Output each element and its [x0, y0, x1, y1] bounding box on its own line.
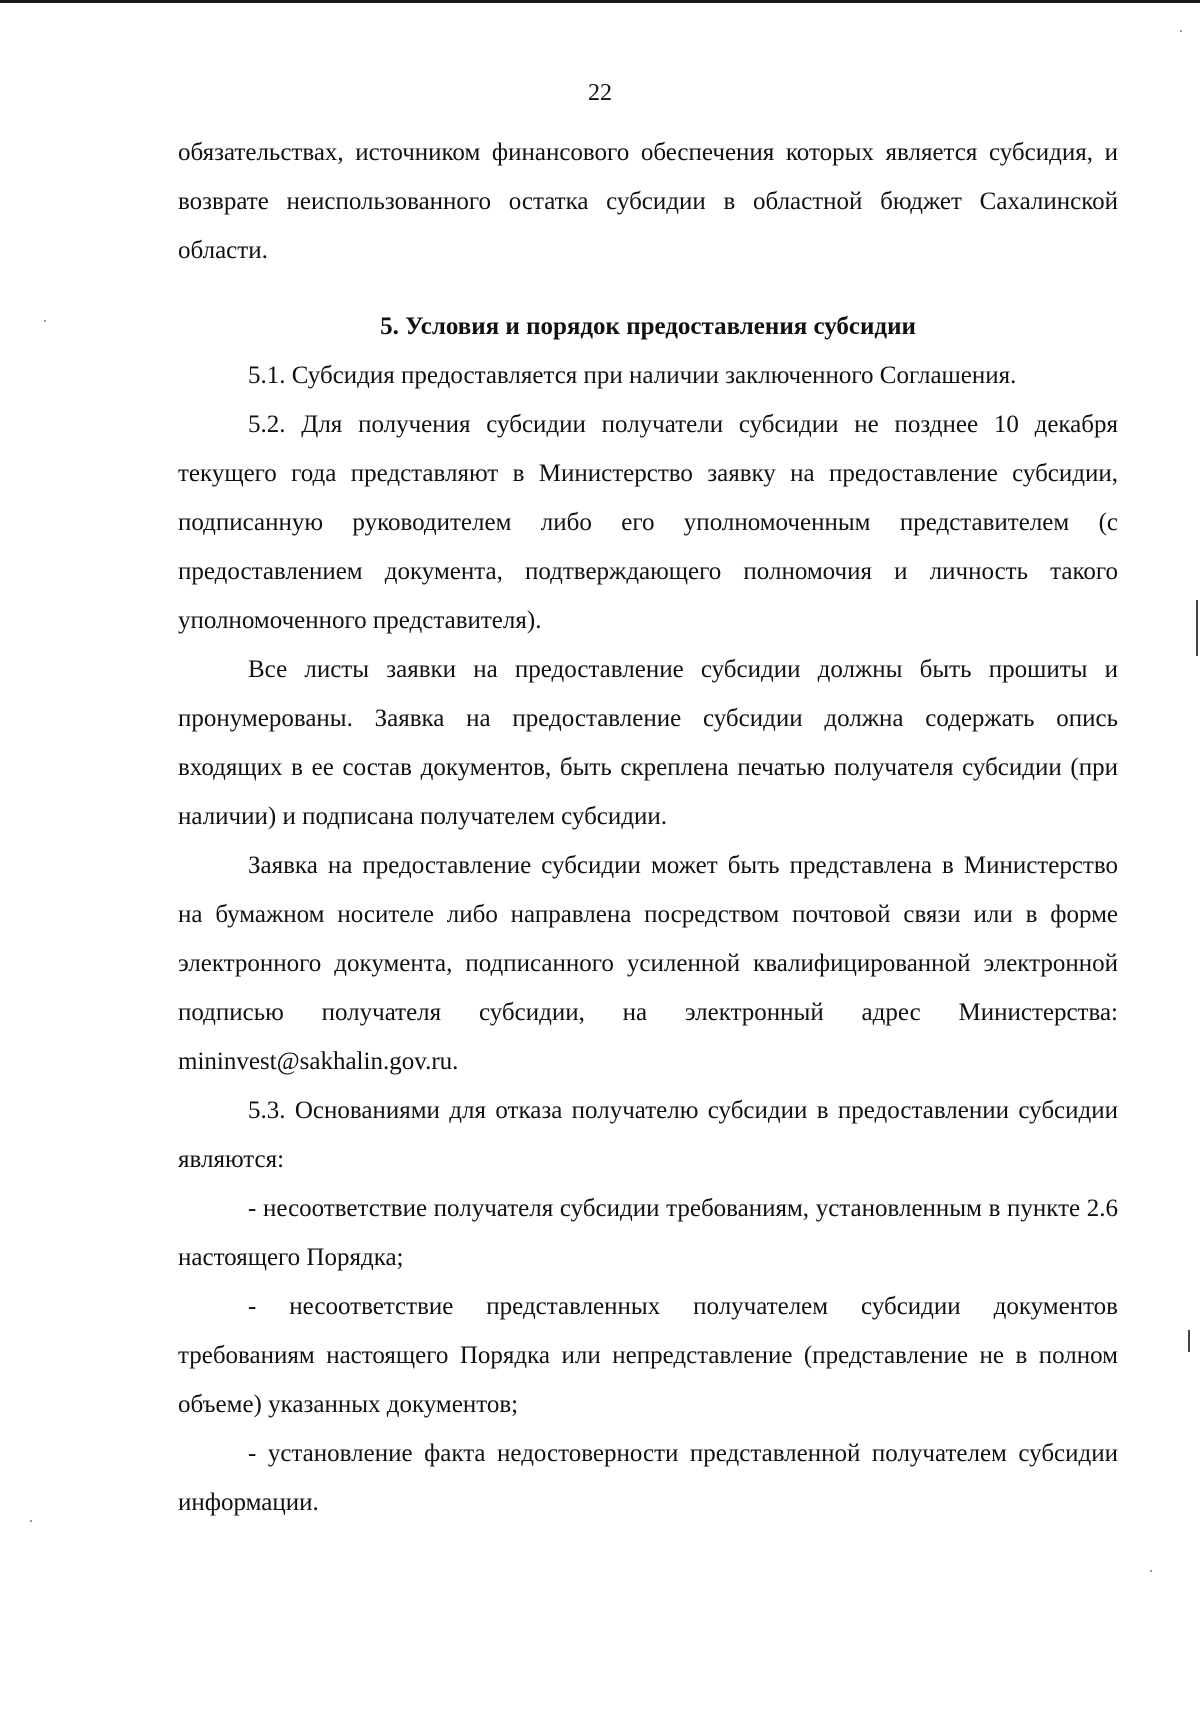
paragraph-continuation: обязательствах, источником финансового обеспечения которых является субсидия, и возврате неиспользованного остатка субсидии в областной бюджет Сахалинской области. — [178, 139, 1118, 264]
scan-speck — [30, 1520, 32, 1522]
refusal-item: - установление факта недостоверности представленной получателем субсидии информации. — [178, 1440, 1118, 1516]
scan-speck — [1150, 1570, 1152, 1572]
paragraph-application-submission: Заявка на предоставление субсидии может быть представлена в Министерство на бумажном носителе либо направлена посредством почтовой связи или в форме электронного документа, подписанного усиленной квалифицированной электронной подписью получателя субсидии, на электронный адрес Министерства: mininvest@sakhalin.gov.ru. — [178, 852, 1118, 1075]
paragraph-5-1: 5.1. Субсидия предоставляется при наличии заключенного Соглашения. — [248, 362, 1017, 389]
refusal-item: - несоответствие получателя субсидии требованиям, установленным в пункте 2.6 настоящего Порядка; — [178, 1195, 1118, 1271]
scan-edge-mark — [1188, 1330, 1190, 1352]
page-number: 22 — [588, 80, 612, 106]
top-border-line — [0, 0, 1200, 3]
paragraph-5-3: 5.3. Основаниями для отказа получателю субсидии в предоставлении субсидии являются: — [178, 1097, 1118, 1173]
scan-speck — [44, 320, 46, 322]
scan-speck — [1180, 30, 1182, 32]
paragraph-application-sheets: Все листы заявки на предоставление субсидии должны быть прошиты и пронумерованы. Заявка на предоставление субсидии должна содержать опись входящих в ее состав документов, быть скреплена печатью получателя субсидии (при наличии) и подписана получателем субсидии. — [178, 656, 1118, 830]
document-body — [178, 128, 1118, 1527]
scan-edge-mark — [1196, 600, 1198, 656]
section-heading: 5. Условия и порядок предоставления субсидии — [380, 313, 916, 340]
paragraph-5-2: 5.2. Для получения субсидии получатели субсидии не позднее 10 декабря текущего года представляют в Министерство заявку на предоставление субсидии, подписанную руководителем либо его уполномоченным представителем (с предоставлением документа, подтверждающего полномочия и личность такого уполномоченного представителя). — [178, 411, 1118, 634]
refusal-item: - несоответствие представленных получателем субсидии документов требованиям настоящего Порядка или непредставление (представление не в полном объеме) указанных документов; — [178, 1293, 1118, 1418]
